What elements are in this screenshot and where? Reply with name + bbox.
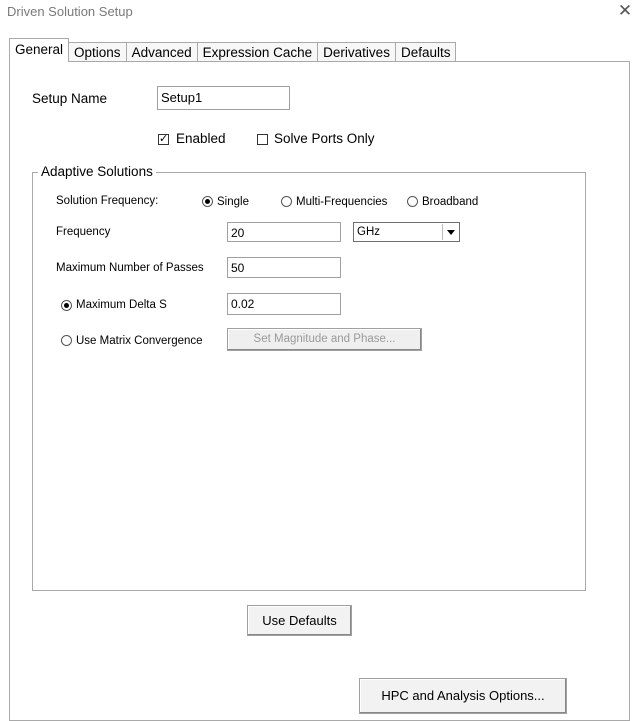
tab-options[interactable]: Options [68, 42, 127, 62]
use-defaults-button[interactable]: Use Defaults [247, 605, 352, 636]
matrix-convergence-radio[interactable] [61, 335, 72, 346]
frequency-label: Frequency [56, 226, 111, 238]
radio-selected-dot [64, 303, 69, 308]
tab-general[interactable]: General [9, 38, 69, 62]
solve-ports-only-label: Solve Ports Only [274, 131, 375, 146]
tab-strip [9, 37, 455, 62]
max-passes-label: Maximum Number of Passes [56, 262, 204, 274]
tab-defaults[interactable]: Defaults [395, 42, 457, 62]
window-title: Driven Solution Setup [7, 4, 133, 19]
setup-name-input[interactable]: Setup1 [157, 86, 290, 110]
matrix-convergence-label: Use Matrix Convergence [76, 335, 203, 347]
single-label: Single [217, 196, 249, 208]
max-delta-s-label: Maximum Delta S [76, 299, 167, 311]
radio-selected-dot [205, 199, 210, 204]
adaptive-solutions-title: Adaptive Solutions [38, 164, 156, 179]
frequency-input[interactable]: 20 [227, 222, 341, 242]
tab-derivatives[interactable]: Derivatives [317, 42, 396, 62]
setup-name-label: Setup Name [32, 91, 108, 106]
enabled-checkbox[interactable]: ✓ [159, 133, 169, 145]
max-passes-input[interactable]: 50 [227, 257, 341, 278]
solution-frequency-label: Solution Frequency: [56, 195, 159, 207]
max-delta-s-input[interactable]: 0.02 [227, 293, 341, 315]
hpc-analysis-options-button[interactable]: HPC and Analysis Options... [359, 678, 567, 714]
multi-frequencies-radio[interactable] [281, 196, 292, 207]
solve-ports-only-checkbox[interactable] [257, 134, 268, 145]
close-icon[interactable]: ✕ [617, 1, 633, 20]
chevron-down-icon[interactable] [442, 224, 458, 240]
broadband-label: Broadband [422, 196, 479, 208]
multi-frequencies-label: Multi-Frequencies [296, 196, 388, 208]
frequency-unit-select[interactable] [353, 222, 460, 242]
broadband-radio[interactable] [407, 196, 418, 207]
single-radio[interactable] [202, 196, 213, 207]
frequency-unit-value: GHz [357, 226, 380, 238]
tab-expression-cache[interactable]: Expression Cache [197, 42, 319, 62]
set-magnitude-phase-button[interactable]: Set Magnitude and Phase... [227, 328, 422, 351]
enabled-label: Enabled [176, 131, 226, 146]
max-delta-s-radio[interactable] [61, 300, 72, 311]
tab-advanced[interactable]: Advanced [126, 42, 198, 62]
